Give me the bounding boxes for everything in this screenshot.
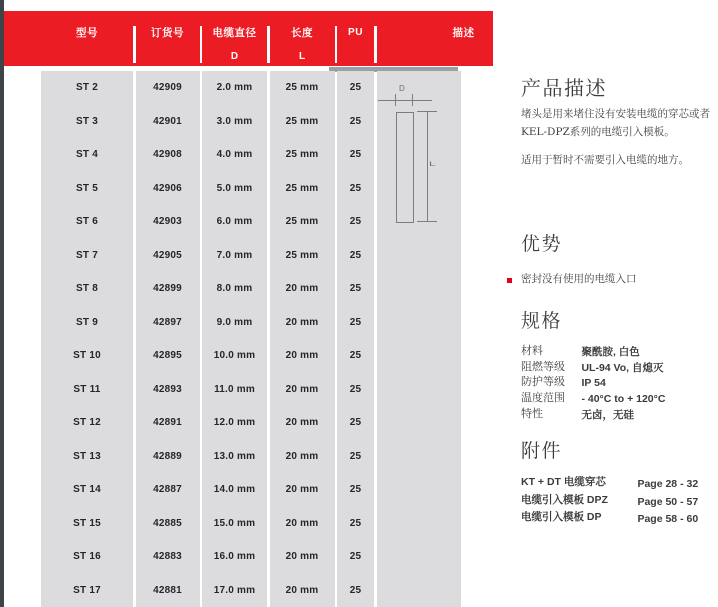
spec-row — [521, 390, 718, 406]
diameter-dimension-tick — [395, 94, 396, 106]
spec-value: UL-94 Vo, 自熄灭 — [581, 361, 664, 374]
cell-length: 20 mm — [270, 306, 335, 340]
cell-pu: 25 — [337, 473, 374, 507]
cell-model: ST 5 — [41, 172, 133, 206]
spec-label: 阻燃等级 — [521, 359, 565, 373]
cell-order-number: 42901 — [136, 105, 200, 139]
specifications-list — [521, 343, 718, 421]
specifications-heading: 规格 — [521, 310, 563, 332]
cell-description — [377, 440, 461, 474]
length-dimension-line — [427, 111, 428, 222]
spec-row — [521, 374, 718, 390]
accessory-name: 电缆引入模板 DP — [521, 511, 602, 524]
cell-cable-diameter: 4.0 mm — [202, 138, 267, 172]
cell-order-number: 42906 — [136, 172, 200, 206]
accessory-page-reference: Page 50 - 57 — [637, 495, 699, 508]
cell-description — [377, 574, 461, 607]
accessory-row — [521, 492, 718, 510]
spec-label: 温度范围 — [521, 391, 565, 405]
cell-cable-diameter: 8.0 mm — [202, 272, 267, 306]
header-separator — [335, 26, 338, 63]
cell-pu: 25 — [337, 373, 374, 407]
cell-model: ST 3 — [41, 105, 133, 139]
cell-pu: 25 — [337, 339, 374, 373]
accessories-list — [521, 474, 718, 527]
cell-cable-diameter: 5.0 mm — [202, 172, 267, 206]
accessory-row — [521, 474, 718, 492]
advantage-text: 密封没有使用的电缆入口 — [521, 273, 637, 285]
cell-order-number: 42903 — [136, 205, 200, 239]
product-description-paragraph: 适用于暂时不需要引入电缆的地方。 — [521, 154, 689, 166]
cell-cable-diameter: 13.0 mm — [202, 440, 267, 474]
table-header-cell — [337, 11, 374, 66]
column-header-label: 订货号 — [151, 27, 184, 39]
column-header-label: PU — [348, 27, 363, 38]
spec-row — [521, 359, 718, 375]
spec-row — [521, 406, 718, 422]
cell-length: 20 mm — [270, 440, 335, 474]
cell-length: 20 mm — [270, 339, 335, 373]
column-header-label: 型号 — [76, 27, 98, 39]
column-header-sub-label: D — [230, 51, 239, 62]
length-dimension-cap — [417, 111, 437, 112]
product-description-paragraph: 堵头是用来堵住没有安装电缆的穿芯或者KEL-DPZ系列的电缆引入模板。 — [521, 108, 710, 138]
spec-value: IP 54 — [581, 377, 606, 390]
spec-label: 材料 — [521, 344, 543, 357]
accessories-heading: 附件 — [521, 440, 563, 462]
cell-model: ST 7 — [41, 239, 133, 273]
column-header-sub-label: L — [298, 51, 306, 62]
cell-model: ST 8 — [41, 272, 133, 306]
diameter-dimension-tick — [412, 94, 413, 106]
cell-length: 20 mm — [270, 373, 335, 407]
spec-value: 无卤，无硅 — [581, 408, 634, 421]
cell-length: 25 mm — [270, 172, 335, 206]
cell-description — [377, 272, 461, 306]
cell-description — [377, 373, 461, 407]
plug-outline-drawing — [396, 112, 414, 223]
accessory-name: KT + DT 电缆穿芯 — [521, 476, 606, 488]
cell-length: 20 mm — [270, 406, 335, 440]
table-header-bar — [4, 11, 493, 66]
cell-order-number: 42883 — [136, 540, 200, 574]
product-description-heading: 产品描述 — [521, 76, 607, 100]
cell-description — [377, 339, 461, 373]
column-header-label: 描述 — [452, 27, 475, 39]
cell-model: ST 16 — [41, 540, 133, 574]
cell-cable-diameter: 2.0 mm — [202, 71, 267, 105]
cell-order-number: 42889 — [136, 440, 200, 474]
cell-pu: 25 — [337, 440, 374, 474]
cell-cable-diameter: 12.0 mm — [202, 406, 267, 440]
cell-order-number: 42885 — [136, 507, 200, 541]
cell-pu: 25 — [337, 205, 374, 239]
cell-order-number: 42897 — [136, 306, 200, 340]
cell-pu: 25 — [337, 105, 374, 139]
cell-model: ST 14 — [41, 473, 133, 507]
cell-order-number: 42905 — [136, 239, 200, 273]
length-dimension-label: L — [429, 161, 436, 168]
cell-cable-diameter: 14.0 mm — [202, 473, 267, 507]
cell-model: ST 6 — [41, 205, 133, 239]
cell-model: ST 13 — [41, 440, 133, 474]
header-separator — [374, 26, 377, 63]
cell-description — [377, 138, 461, 172]
diameter-dimension-line — [378, 100, 432, 101]
cell-description — [377, 473, 461, 507]
cell-model: ST 2 — [41, 71, 133, 105]
cell-cable-diameter: 9.0 mm — [202, 306, 267, 340]
cell-model: ST 17 — [41, 574, 133, 607]
spec-row — [521, 343, 718, 359]
cell-description — [377, 406, 461, 440]
advantages-heading: 优势 — [521, 233, 563, 255]
accessory-page-reference: Page 28 - 32 — [637, 478, 699, 490]
cell-model: ST 12 — [41, 406, 133, 440]
cell-pu: 25 — [337, 71, 374, 105]
diameter-dimension-label: D — [399, 84, 405, 93]
cell-length: 25 mm — [270, 138, 335, 172]
table-header-cell — [41, 11, 133, 66]
header-separator — [200, 26, 203, 63]
cell-cable-diameter: 11.0 mm — [202, 373, 267, 407]
spec-label: 防护等级 — [521, 375, 565, 389]
header-separator — [267, 26, 270, 63]
cell-model: ST 11 — [41, 373, 133, 407]
cell-pu: 25 — [337, 138, 374, 172]
table-header-cell — [202, 11, 267, 66]
cell-length: 20 mm — [270, 473, 335, 507]
cell-cable-diameter: 6.0 mm — [202, 205, 267, 239]
cell-pu: 25 — [337, 306, 374, 340]
spec-value: - 40°C to + 120°C — [581, 393, 666, 406]
cell-length: 20 mm — [270, 540, 335, 574]
cell-order-number: 42909 — [136, 71, 200, 105]
cell-length: 20 mm — [270, 272, 335, 306]
cell-pu: 25 — [337, 574, 374, 607]
page-edge-strip — [0, 0, 4, 607]
cell-model: ST 9 — [41, 306, 133, 340]
cell-description — [377, 306, 461, 340]
cell-length: 25 mm — [270, 205, 335, 239]
cell-order-number: 42895 — [136, 339, 200, 373]
cell-pu: 25 — [337, 540, 374, 574]
cell-pu: 25 — [337, 239, 374, 273]
red-square-bullet-icon — [507, 278, 512, 283]
cell-model: ST 4 — [41, 138, 133, 172]
spec-label: 特性 — [521, 406, 543, 420]
cell-cable-diameter: 15.0 mm — [202, 507, 267, 541]
cell-length: 20 mm — [270, 507, 335, 541]
column-header-label: 长度 — [291, 27, 313, 39]
cell-pu: 25 — [337, 507, 374, 541]
cell-order-number: 42887 — [136, 473, 200, 507]
table-header-cell — [377, 11, 493, 66]
cell-cable-diameter: 3.0 mm — [202, 105, 267, 139]
length-dimension-cap — [417, 221, 437, 222]
cell-order-number: 42893 — [136, 373, 200, 407]
cell-cable-diameter: 16.0 mm — [202, 540, 267, 574]
cell-order-number: 42908 — [136, 138, 200, 172]
cell-cable-diameter: 17.0 mm — [202, 574, 267, 607]
cell-pu: 25 — [337, 406, 374, 440]
cell-description — [377, 239, 461, 273]
cell-order-number: 42881 — [136, 574, 200, 607]
cell-cable-diameter: 10.0 mm — [202, 339, 267, 373]
table-header-cell — [270, 11, 335, 66]
column-header-label: 电缆直径 — [212, 27, 257, 39]
cell-cable-diameter: 7.0 mm — [202, 239, 267, 273]
cell-order-number: 42899 — [136, 272, 200, 306]
cell-model: ST 10 — [41, 339, 133, 373]
cell-length: 25 mm — [270, 71, 335, 105]
cell-description — [377, 172, 461, 206]
cell-pu: 25 — [337, 172, 374, 206]
cell-length: 25 mm — [270, 239, 335, 273]
spec-value: 聚酰胺, 白色 — [581, 346, 640, 358]
cell-length: 25 mm — [270, 105, 335, 139]
accessory-name: 电缆引入模板 DPZ — [521, 493, 608, 506]
header-separator — [133, 26, 136, 63]
table-header-cell — [136, 11, 200, 66]
cell-model: ST 15 — [41, 507, 133, 541]
cell-description — [377, 507, 461, 541]
cell-length: 20 mm — [270, 574, 335, 607]
cell-pu: 25 — [337, 272, 374, 306]
cell-order-number: 42891 — [136, 406, 200, 440]
accessory-page-reference: Page 58 - 60 — [637, 513, 699, 526]
accessory-row — [521, 509, 718, 527]
cell-description — [377, 540, 461, 574]
